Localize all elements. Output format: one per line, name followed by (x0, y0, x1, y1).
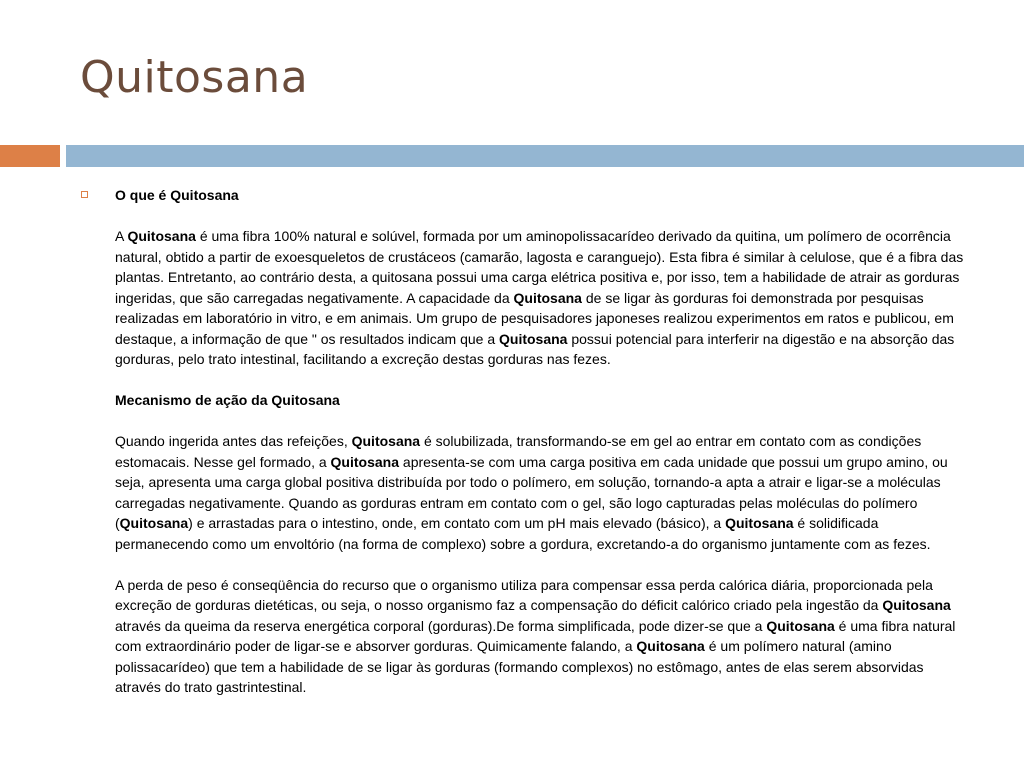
keyword: Quitosana (351, 433, 421, 449)
heading-mechanism-text: Mecanismo de ação da Quitosana (115, 392, 340, 408)
square-bullet-icon (81, 191, 88, 198)
keyword: Quitosana (499, 330, 568, 347)
heading-what-is (115, 185, 965, 206)
keyword: Quitosana (513, 289, 582, 306)
keyword: Quitosana (725, 515, 794, 531)
paragraph-definition: A Quitosana é uma fibra 100% natural e solúvel, formada por um aminopolissacarídeo derivado da quitina, um polímero de ocorrência natural, obtido a partir de exoesqueletos de crustáceos (camarão, lagosta e caranguejo). Esta fibra é similar à celulose, que é a fibra das plantas. Entretanto, ao contrário desta, a quitosana possui uma carga elétrica positiva e, por isso, tem a habilidade de atrair as gorduras ingeridas, que são carregadas negativamente. A capacidade da Quitosana de se ligar às gorduras foi demonstrada por pesquisas realizadas em laboratório in vitro, e em animais. Um grupo de pesquisadores japoneses realizou experimentos em ratos e publicou, em destaque, a informação de que " os resultados indicam que a Quitosana possui potencial para interferir na digestão e na absorção das gorduras, pelo trato intestinal, facilitando a excreção destas gorduras nas fezes. (115, 228, 964, 367)
accent-bar-orange (0, 145, 60, 167)
heading-what-is-text: O que é Quitosana (115, 187, 239, 203)
accent-bar-blue (66, 145, 1024, 167)
keyword: Quitosana (330, 453, 400, 470)
keyword: Quitosana (636, 638, 705, 654)
keyword: Quitosana (882, 597, 951, 613)
paragraph-mechanism: Quando ingerida antes das refeições, Quitosana é solubilizada, transformando-se em gel ao entrar em contato com as condições estomacais. Nesse gel formado, a Quitosana apresenta-se com uma carga positiva em cada unidade que possui um grupo amino, ou seja, apresenta uma carga global positiva distribuída por todo o polímero, em solução, tornando-a apta a atrair e ligar-se a moléculas carregadas negativamente. Quando as gorduras entram em contato com o gel, são logo capturadas pelas moléculas do polímero (Quitosana) e arrastadas para o intestino, onde, em contato com um pH mais elevado (básico), a Quitosana é solidificada permanecendo como um envoltório (na forma de complexo) sobre a gordura, excretando-a do organismo juntamente com as fezes. (115, 433, 948, 552)
paragraph-weight-loss: A perda de peso é conseqüência do recurso que o organismo utiliza para compensar essa perda calórica diária, proporcionada pela excreção de gorduras dietéticas, ou seja, o nosso organismo faz a compensação do déficit calórico criado pela ingestão da Quitosana através da queima da reserva energética corporal (gorduras).De forma simplificada, pode dizer-se que a Quitosana é uma fibra natural com extraordinário poder de ligar-se e absorver gorduras. Quimicamente falando, a Quitosana é um polímero natural (amino polissacarídeo) que tem a habilidade de se ligar às gorduras (formando complexos) no estômago, antes de elas serem absorvidas através do trato gastrintestinal. (115, 576, 956, 695)
keyword: Quitosana (766, 617, 835, 634)
heading-mechanism (115, 390, 965, 411)
keyword: Quitosana (127, 228, 196, 244)
keyword: Quitosana (119, 515, 189, 531)
slide-body (115, 185, 965, 698)
slide-title: Quitosana (80, 52, 309, 103)
